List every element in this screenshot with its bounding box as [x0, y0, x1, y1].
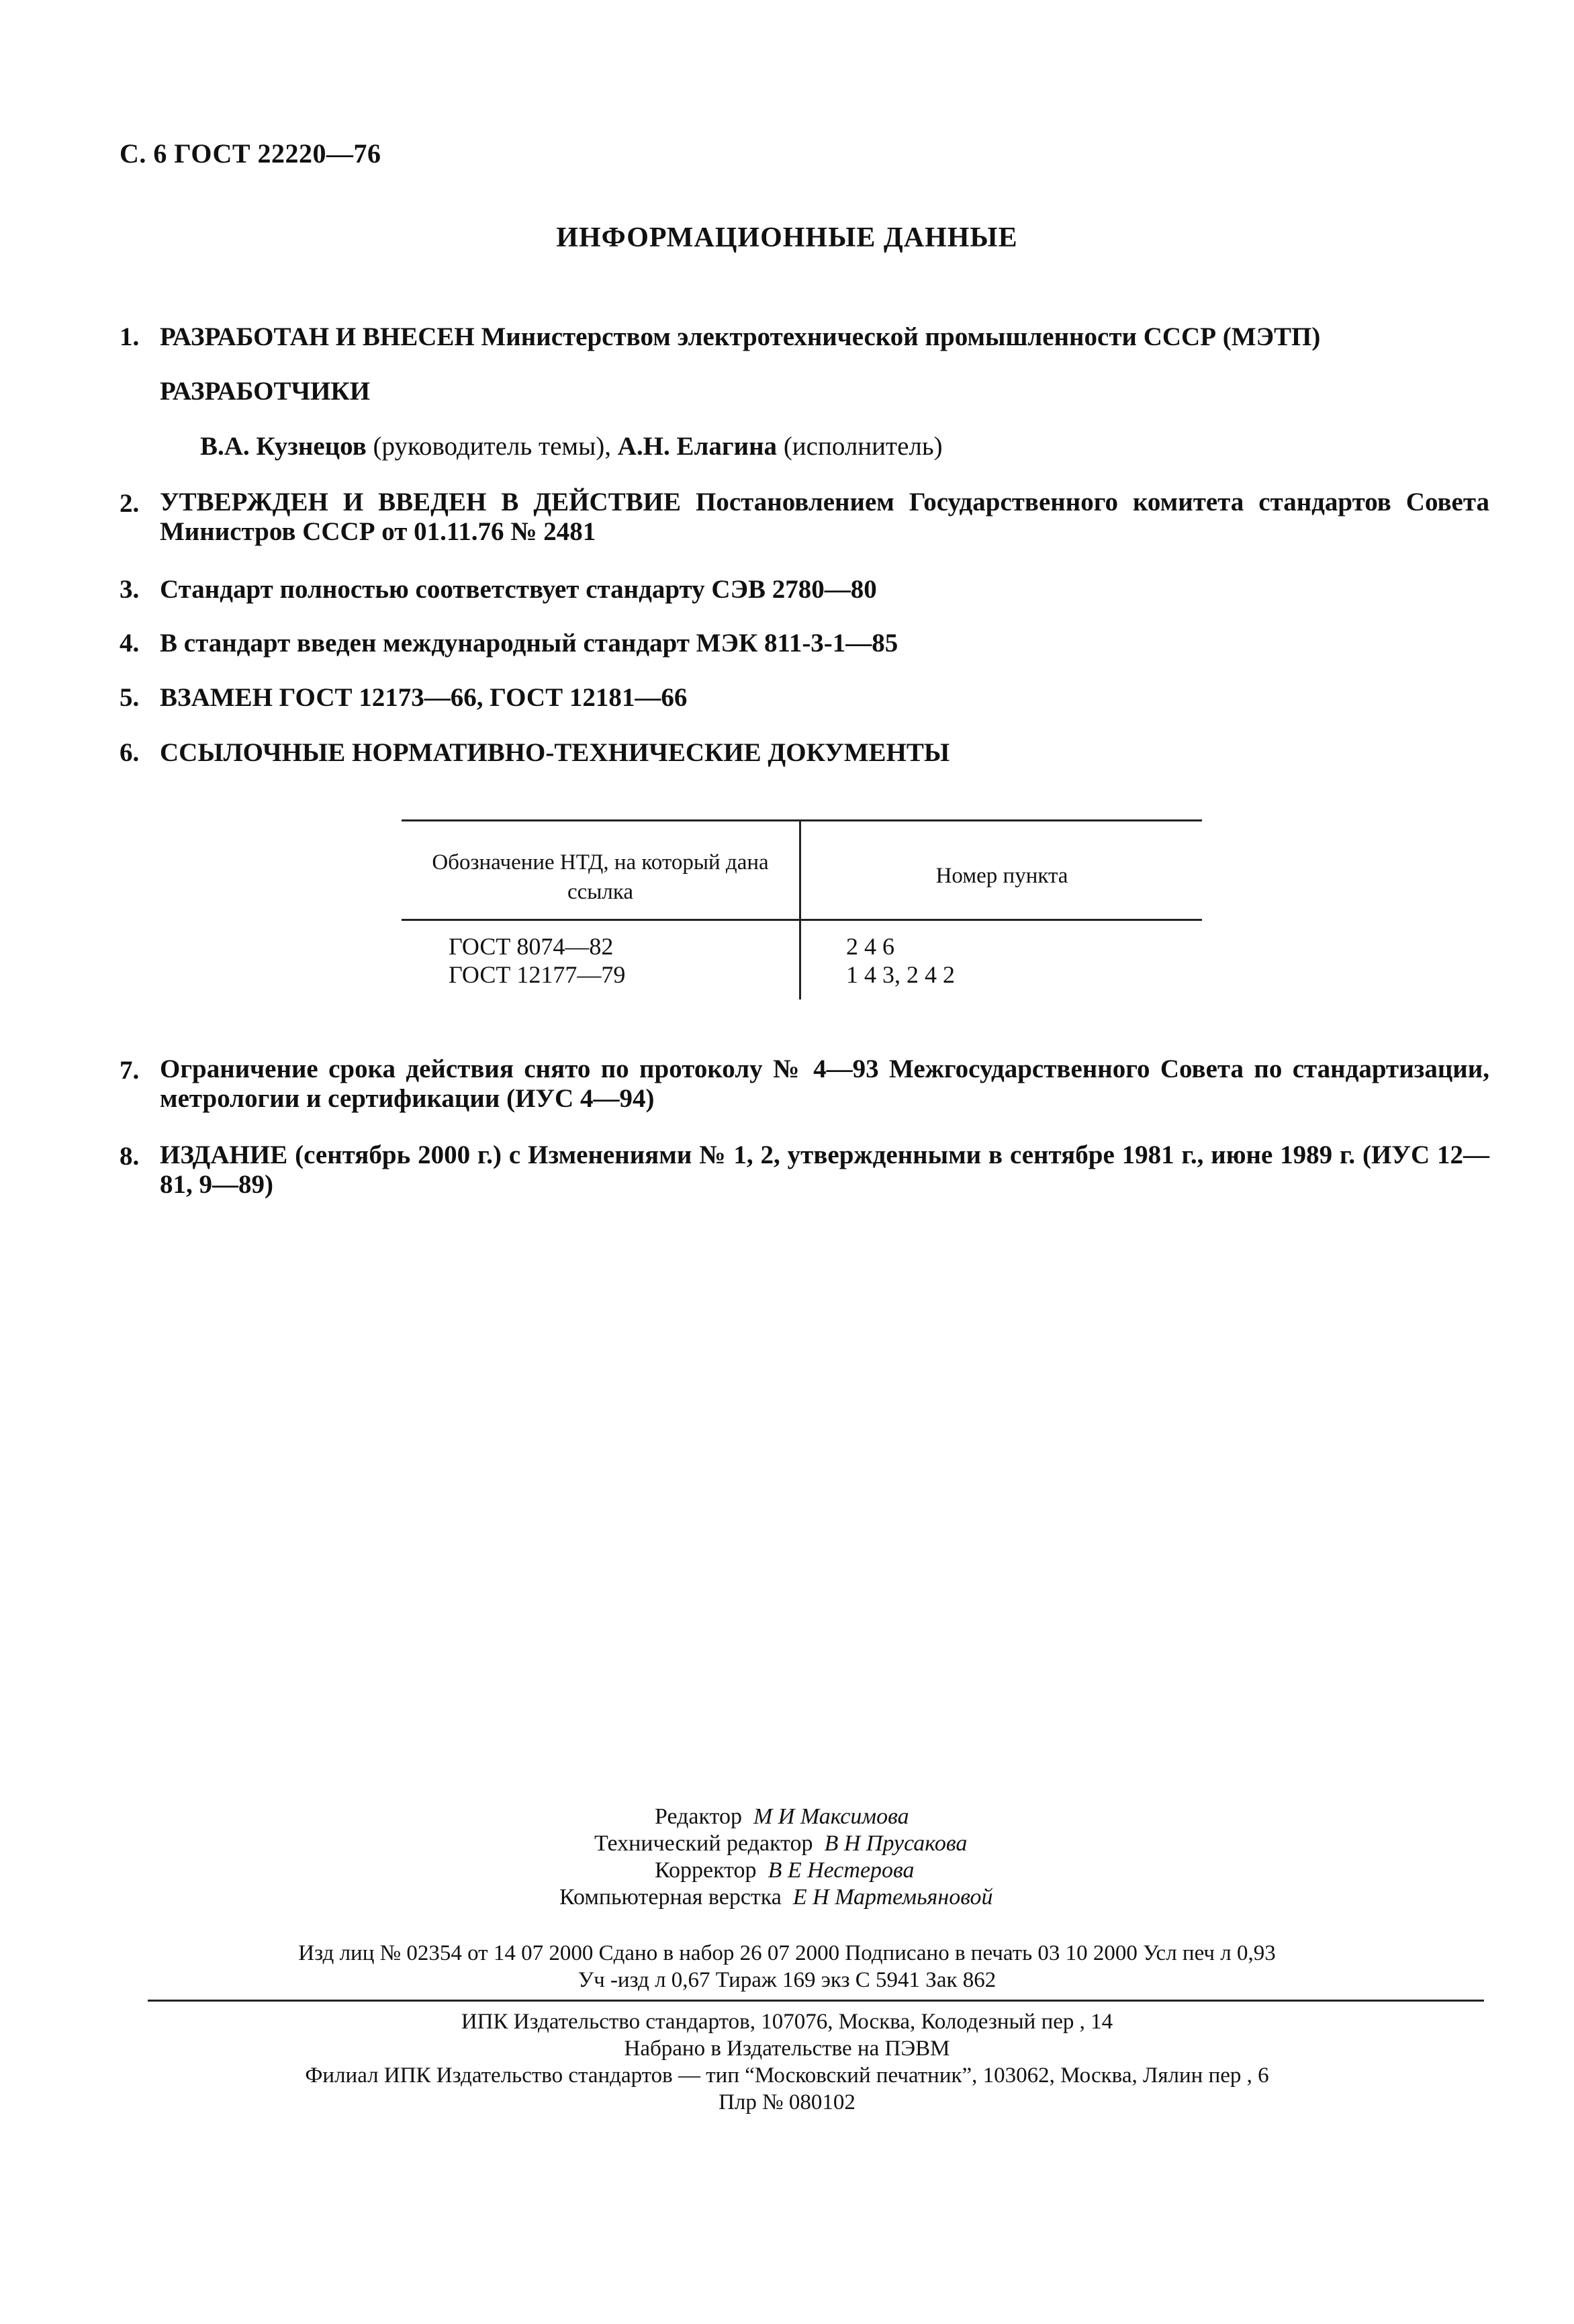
developer-role: (руководитель темы), — [373, 432, 612, 461]
credit-role: Компьютерная верстка — [559, 1885, 782, 1910]
imprint-line: Уч -изд л 0,67 Тираж 169 экз С 5941 Зак 862 — [577, 1968, 997, 1992]
info-item-3 — [120, 574, 1489, 606]
credit-tech-editor — [594, 1830, 967, 1857]
item-text: ВЗАМЕН ГОСТ 12173—66, ГОСТ 12181—66 — [160, 683, 688, 712]
item-number: 2. — [120, 489, 140, 518]
reference-table — [402, 819, 1202, 999]
imprint-line: Филиал ИПК Издательство стандартов — тип “Московский печатник”, 103062, Москва, Лялин пер , 6 — [305, 2063, 1269, 2088]
running-head: С. 6 ГОСТ 22220—76 — [120, 138, 381, 169]
info-item-2 — [120, 488, 1489, 547]
credit-role: Редактор — [655, 1804, 742, 1829]
info-item-1 — [120, 321, 1489, 353]
developer-name: А.Н. Елагина — [617, 432, 778, 461]
info-item-8 — [120, 1141, 1489, 1200]
developer-name: В.А. Кузнецов — [200, 432, 367, 461]
info-item-7 — [120, 1055, 1489, 1114]
info-item-5 — [120, 682, 1489, 714]
info-item-6 — [120, 737, 1489, 769]
item-text: ИЗДАНИЕ (сентябрь 2000 г.) с Изменениями № 1, 2, утвержденными в сентябре 1981 г., июне 1989 г. (ИУС 12—81, 9—89) — [160, 1141, 1489, 1199]
table-header-clause: Номер пункта — [935, 864, 1068, 888]
credit-name: В Н Прусакова — [824, 1831, 968, 1856]
item-text: ССЫЛОЧНЫЕ НОРМАТИВНО-ТЕХНИЧЕСКИЕ ДОКУМЕНТЫ — [160, 738, 950, 767]
page-title: ИНФОРМАЦИОННЫЕ ДАННЫЕ — [556, 222, 1018, 253]
table-cell: ГОСТ 8074—82 — [449, 933, 614, 960]
developer-role: (исполнитель) — [783, 432, 943, 461]
developers-list — [200, 431, 943, 461]
imprint-line: Изд лиц № 02354 от 14 07 2000 Сдано в набор 26 07 2000 Подписано в печать 03 10 2000 Усл печ л 0,93 — [298, 1941, 1276, 1965]
item-number: 7. — [120, 1056, 140, 1085]
table-top-rule — [402, 819, 1202, 821]
imprint-line: ИПК Издательство стандартов, 107076, Москва, Колодезный пер , 14 — [461, 2010, 1113, 2034]
item-number: 1. — [120, 322, 140, 351]
table-header-rule — [402, 919, 1202, 921]
credit-role: Корректор — [655, 1858, 757, 1883]
item-text: Ограничение срока действия снято по протоколу № 4—93 Межгосударственного Совета по стандартизации, метрологии и сертификации (ИУС 4—94) — [160, 1055, 1489, 1113]
item-text: УТВЕРЖДЕН И ВВЕДЕН В ДЕЙСТВИЕ Постановлением Государственного комитета стандартов Совета Министров СССР от 01.11.76 № 2481 — [160, 488, 1489, 546]
credit-name: Е Н Мартемьяновой — [792, 1885, 993, 1910]
table-cell: ГОСТ 12177—79 — [449, 961, 626, 988]
credit-proofreader — [655, 1857, 915, 1884]
item-number: 3. — [120, 575, 140, 604]
imprint-line: Набрано в Издательстве на ПЭВМ — [624, 2037, 950, 2061]
item-text: РАЗРАБОТАН И ВНЕСЕН Министерством электротехнической промышленности СССР (МЭТП) — [160, 322, 1321, 351]
item-number: 6. — [120, 738, 140, 767]
credit-name: М И Максимова — [753, 1804, 909, 1829]
item-number: 5. — [120, 683, 140, 712]
item-number: 8. — [120, 1142, 140, 1171]
table-column-divider — [799, 819, 801, 999]
table-header-ntd: Обозначение НТД, на который дана ссылка — [432, 850, 769, 904]
credit-role: Технический редактор — [594, 1831, 813, 1856]
developers-label: РАЗРАБОТЧИКИ — [160, 377, 371, 406]
credit-name: В Е Нестерова — [768, 1858, 915, 1883]
item-text: Стандарт полностью соответствует стандарту СЭВ 2780—80 — [160, 575, 877, 604]
imprint-line: Плр № 080102 — [719, 2090, 855, 2114]
item-text: В стандарт введен международный стандарт МЭК 811-3-1—85 — [160, 629, 898, 658]
table-cell: 1 4 3, 2 4 2 — [846, 961, 955, 988]
info-item-4 — [120, 627, 1489, 660]
credit-editor — [655, 1803, 909, 1830]
item-number: 4. — [120, 629, 140, 658]
imprint-rule — [148, 2000, 1484, 2002]
table-cell: 2 4 6 — [846, 933, 894, 960]
credit-layout — [559, 1884, 993, 1911]
